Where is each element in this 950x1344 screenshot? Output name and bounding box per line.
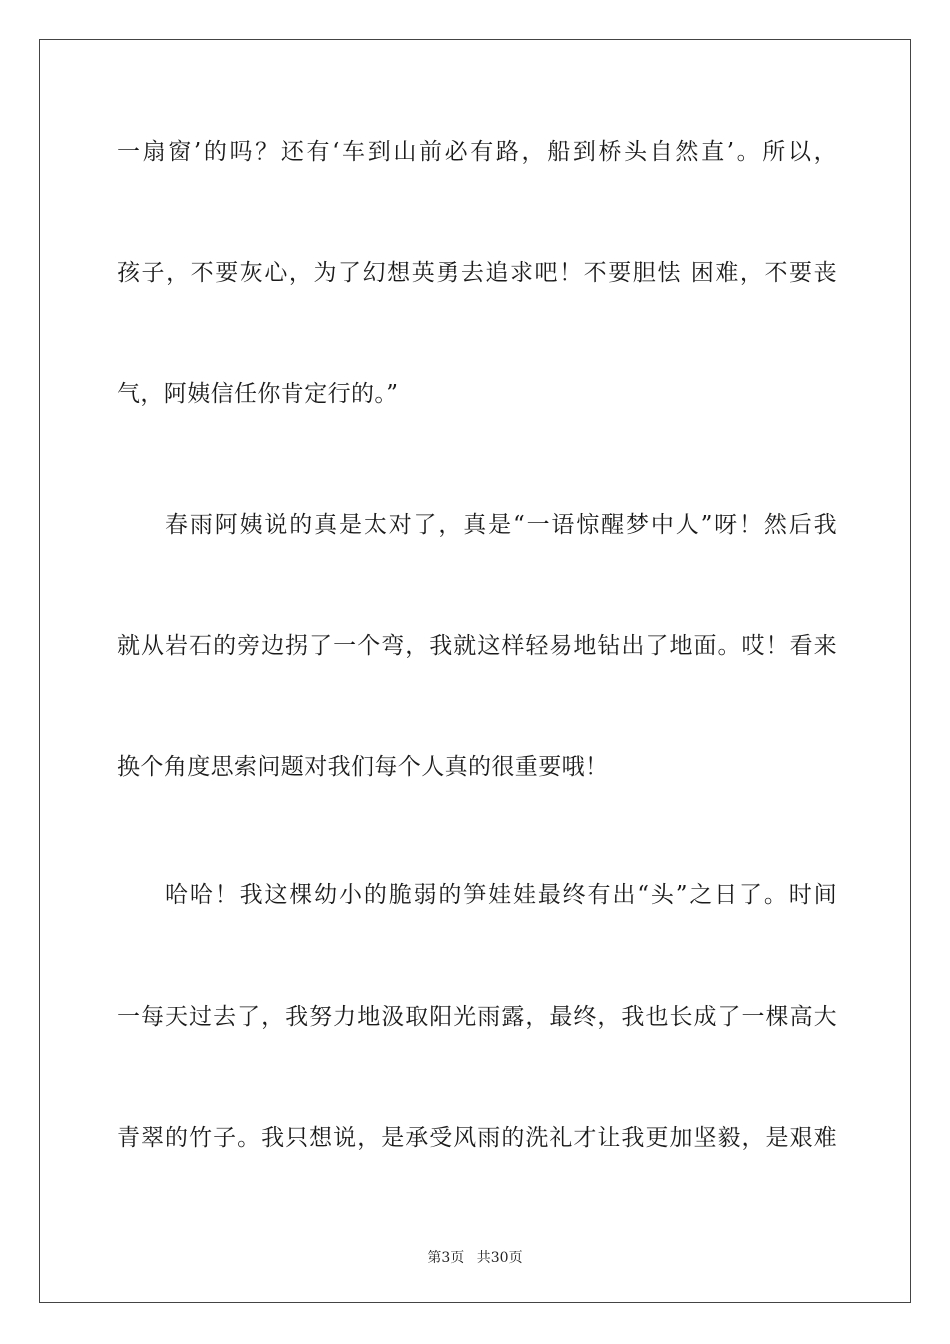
page-footer bbox=[0, 1247, 950, 1267]
paragraph-line: 春雨阿姨说的真是太对了，真是“一语惊醒梦中人”呀！然后我 bbox=[165, 512, 837, 538]
paragraph-line: 孩子，不要灰心，为了幻想英勇去追求吧！不要胆怯 困难，不要丧 bbox=[117, 260, 837, 286]
paragraph-line: 青翠的竹子。我只想说，是承受风雨的洗礼才让我更加坚毅，是艰难 bbox=[117, 1125, 837, 1151]
paragraph-line: 气，阿姨信任你肯定行的。” bbox=[117, 381, 399, 407]
page-border bbox=[39, 39, 911, 1303]
paragraph-line: 一扇窗’的吗？还有‘车到山前必有路，船到桥头自然直’。所以， bbox=[117, 139, 837, 165]
paragraph-line: 一每天过去了，我努力地汲取阳光雨露，最终，我也长成了一棵高大 bbox=[117, 1004, 837, 1030]
page-number: 第3页 bbox=[427, 1250, 465, 1266]
paragraph-line: 换个角度思索问题对我们每个人真的很重要哦！ bbox=[117, 754, 609, 780]
paragraph-line: 哈哈！我这棵幼小的脆弱的笋娃娃最终有出“头”之日了。时间 bbox=[165, 882, 837, 908]
paragraph-line: 就从岩石的旁边拐了一个弯，我就这样轻易地钻出了地面。哎！看来 bbox=[117, 633, 837, 659]
page-total: 共30页 bbox=[476, 1250, 523, 1266]
